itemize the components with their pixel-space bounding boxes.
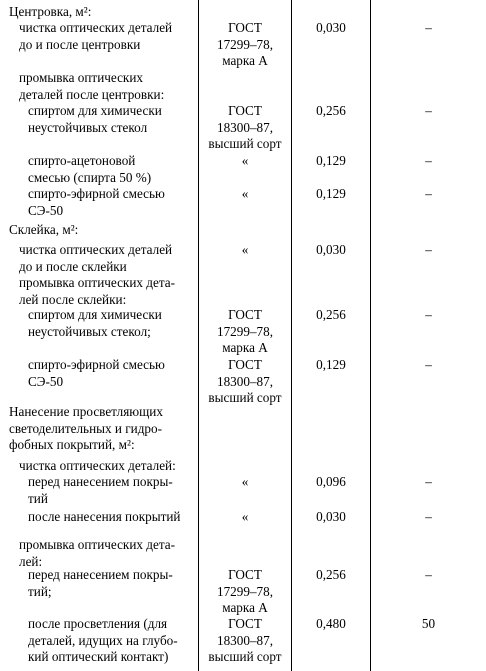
extra-value-cell: – (425, 186, 432, 201)
operation-cell (0, 153, 198, 186)
operation-cell (0, 275, 198, 308)
operation-text: Нанесение просветляющих (9, 404, 163, 419)
standard-text: высший сорт (208, 649, 282, 664)
standard-text: « (241, 509, 249, 524)
norm-value-cell: 0,256 (316, 103, 346, 118)
standard-text: марка А (222, 600, 268, 615)
standard-text: 18300–87, (216, 119, 274, 135)
standard-cell (199, 153, 291, 170)
operation-text: чистка оптических деталей: (19, 458, 176, 473)
operation-text: деталей, идущих на глубо- (28, 632, 178, 648)
standard-text: высший сорт (208, 136, 282, 151)
operation-text: неустойчивых стекол (28, 119, 148, 135)
operation-text: перед нанесением покры- (28, 474, 173, 489)
operation-text: чистка оптических деталей (19, 20, 173, 35)
operation-text: неустойчивых стекол; (28, 323, 151, 339)
operation-text: спиртом для химически (28, 103, 162, 118)
operation-cell (0, 222, 198, 239)
norm-value-cell: 0,096 (316, 474, 346, 489)
operation-text: спирто-эфирной смесью (28, 357, 165, 372)
norm-value-cell: 0,480 (316, 616, 346, 631)
standard-cell (199, 509, 291, 526)
standard-text: 17299–78, (216, 36, 274, 52)
extra-value-cell: – (425, 307, 432, 322)
operation-cell (0, 458, 198, 475)
standard-cell (199, 307, 291, 357)
operation-cell (0, 404, 198, 454)
extra-value-cell: – (425, 474, 432, 489)
standard-text: « (241, 242, 249, 257)
norm-value-cell: 0,030 (316, 20, 346, 35)
operation-text: смесью (спирта 50 %) (28, 169, 152, 185)
operation-text: спирто-ацетоновой (28, 153, 136, 168)
extra-value-cell: – (425, 357, 432, 372)
standard-cell (199, 357, 291, 407)
extra-value-cell: 50 (421, 616, 436, 631)
standard-cell (199, 567, 291, 617)
standard-text: 17299–78, (216, 323, 274, 339)
standard-text: « (241, 186, 249, 201)
extra-value-cell: – (425, 153, 432, 168)
operation-text: кий оптический контакт) (28, 649, 169, 664)
operation-text: перед нанесением покры- (28, 567, 173, 582)
operation-text: спиртом для химически (28, 307, 162, 322)
operation-cell (0, 567, 198, 600)
operation-text: фобных покрытий, м²: (9, 437, 135, 452)
operation-cell (0, 307, 198, 340)
operation-text: деталей после центровки: (19, 86, 165, 102)
operation-cell (0, 103, 198, 136)
standard-text: « (241, 153, 249, 168)
standard-text: марка А (222, 340, 268, 355)
standard-cell (199, 20, 291, 70)
extra-value-cell: – (425, 567, 432, 582)
operation-cell (0, 509, 198, 526)
operation-cell (0, 20, 198, 53)
standard-cell (199, 616, 291, 666)
operation-text: тий; (28, 583, 52, 599)
operation-text: промывка оптических дета- (19, 275, 176, 290)
operation-text: тий (28, 490, 48, 506)
operation-text: лей после склейки: (19, 291, 127, 307)
standard-text: высший сорт (208, 390, 282, 405)
standard-text: ГОСТ (228, 357, 262, 372)
norm-value-cell: 0,030 (316, 509, 346, 524)
standard-text: марка А (222, 53, 268, 68)
standard-text: ГОСТ (228, 20, 262, 35)
operation-text: лей: (19, 553, 43, 569)
operation-cell (0, 537, 198, 570)
extra-value-cell: – (425, 103, 432, 118)
operation-text: Склейка, м²: (9, 222, 79, 237)
operation-cell (0, 186, 198, 219)
standard-text: 18300–87, (216, 373, 274, 389)
standard-text: ГОСТ (228, 307, 262, 322)
extra-value-cell: – (425, 20, 432, 35)
norm-value-cell: 0,129 (316, 153, 346, 168)
operation-text: до и после склейки (19, 258, 127, 274)
operation-text: Центровка, м²: (9, 4, 92, 19)
operation-cell (0, 70, 198, 103)
operation-cell (0, 474, 198, 507)
extra-value-cell: – (425, 242, 432, 257)
standard-text: « (241, 474, 249, 489)
operation-text: СЭ-50 (28, 373, 64, 389)
standard-text: ГОСТ (228, 616, 262, 631)
operation-text: СЭ-50 (28, 202, 64, 218)
standard-cell (199, 103, 291, 153)
standard-text: 17299–78, (216, 583, 274, 599)
operation-cell (0, 4, 198, 21)
norm-value-cell: 0,256 (316, 567, 346, 582)
operation-text: после просветления (для (28, 616, 168, 631)
operation-text: спирто-эфирной смесью (28, 186, 165, 201)
operation-text: промывка оптических дета- (19, 537, 176, 552)
standard-cell (199, 474, 291, 491)
standard-cell (199, 242, 291, 259)
operation-text: светоделительных и гидро- (9, 420, 162, 436)
operation-text: промывка оптических (19, 70, 143, 85)
operation-cell (0, 242, 198, 275)
standard-text: ГОСТ (228, 567, 262, 582)
norm-value-cell: 0,129 (316, 357, 346, 372)
norm-value-cell: 0,129 (316, 186, 346, 201)
operation-text: до и после центровки (19, 36, 141, 52)
operation-cell (0, 616, 198, 666)
norm-value-cell: 0,030 (316, 242, 346, 257)
norm-value-cell: 0,256 (316, 307, 346, 322)
standard-text: ГОСТ (228, 103, 262, 118)
operation-cell (0, 357, 198, 390)
extra-value-cell: – (425, 509, 432, 524)
standard-text: 18300–87, (216, 632, 274, 648)
standard-cell (199, 186, 291, 203)
operation-text: чистка оптических деталей (19, 242, 173, 257)
operation-text: после нанесения покрытий (28, 509, 181, 524)
